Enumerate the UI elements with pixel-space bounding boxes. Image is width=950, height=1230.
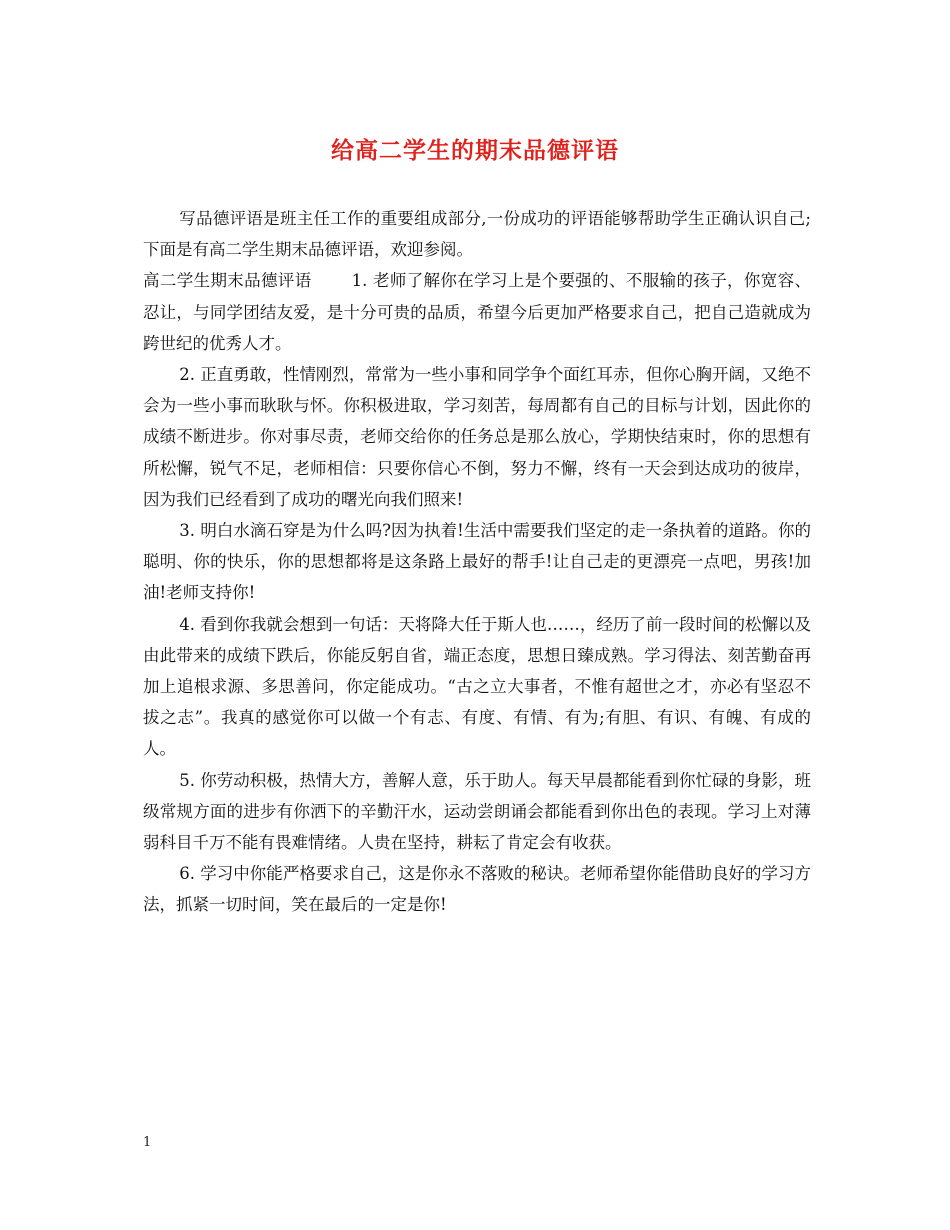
document-title: 给高二学生的期末品德评语: [331, 137, 619, 164]
comment-item-4: 4. 看到你我就会想到一句话：天将降大任于斯人也……，经历了前一段时间的松懈以及由此带来的成绩下跌后，你能反躬自省，端正态度，思想日臻成熟。学习得法、刻苦勤奋再加上追根求源、多思善问，你定能成功。“古之立大事者，不惟有超世之才，亦必有坚忍不拔之志”。我真的感觉你可以做一个有志、有度、有情、有为;有胆、有识、有魄、有成的人。: [143, 614, 811, 759]
page-number: 1: [143, 1135, 152, 1150]
document-body: [143, 203, 811, 921]
comment-item-2: 2. 正直勇敢，性情刚烈，常常为一些小事和同学争个面红耳赤，但你心胸开阔，又绝不会为一些小事而耿耿与怀。你积极进取，学习刻苦，每周都有自己的目标与计划，因此你的成绩不断进步。你对事尽责，老师交给你的任务总是那么放心，学期快结束时，你的思想有所松懈，锐气不足，老师相信：只要你信心不倒，努力不懈，终有一天会到达成功的彼岸，因为我们已经看到了成功的曙光向我们照来!: [143, 365, 811, 509]
comment-item-6: 6. 学习中你能严格要求自己，这是你永不落败的秘诀。老师希望你能借助良好的学习方法，抓紧一切时间，笑在最后的一定是你!: [143, 864, 811, 915]
comment-item-1: 1. 老师了解你在学习上是个要强的、不服输的孩子，你宽容、忍让，与同学团结友爱，是十分可贵的品质，希望今后更加严格要求自己，把自己造就成为跨世纪的优秀人才。: [143, 271, 812, 353]
section-label: 高二学生期末品德评语: [143, 271, 312, 291]
comment-item-5: 5. 你劳动积极，热情大方，善解人意，乐于助人。每天早晨都能看到你忙碌的身影，班级常规方面的进步有你洒下的辛勤汗水，运动尝朗诵会都能看到你出色的表现。学习上对薄弱科目千万不能有畏难情绪。人贵在坚持，耕耘了肯定会有收获。: [143, 770, 811, 853]
section-paragraph: [143, 265, 811, 359]
comment-item-3: 3. 明白水滴石穿是为什么吗?因为执着!生活中需要我们坚定的走一条执着的道路。你的聪明、你的快乐，你的思想都将是这条路上最好的帮手!让自己走的更漂亮一点吧，男孩!加油!老师支持你!: [143, 521, 811, 603]
intro-paragraph: 写品德评语是班主任工作的重要组成部分,一份成功的评语能够帮助学生正确认识自己;下面是有高二学生期末品德评语，欢迎参阅。: [143, 209, 811, 260]
